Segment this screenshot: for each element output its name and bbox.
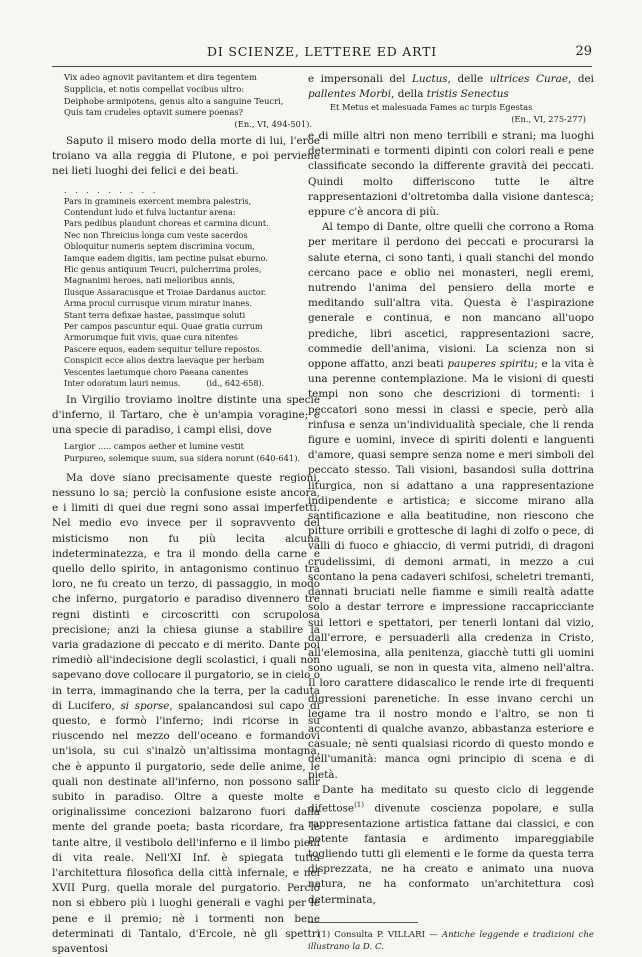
right-column	[308, 72, 595, 952]
latin-quote-3	[64, 441, 320, 465]
emphasis: tristis Senectus	[426, 88, 509, 101]
paragraph: Saputo il misero modo della morte di lui, l'eroe troiano va alla reggia di Plutone, e poi perviene nei lieti luoghi dei felici e dei beati.	[52, 134, 320, 178]
verse-line: Contendunt ludo et fulva luctantur arena:	[64, 207, 236, 217]
footnote-rule	[308, 922, 418, 923]
paragraph: Dante ha meditato su questo ciclo di leggende difettose$^{(1)}$ divenute coscienza popolare, e sulla rappresentazione artistica fattane dai classici, e con potente fantasia e ardimento impareggiabile togliendo tutti gli elementi e le forme da questa terra disprezzata, ne ha creato e animato una nuova natura, ne ha conformato un'architettura così determinata,	[308, 783, 594, 906]
emphasis: pauperes spiritu	[447, 358, 535, 371]
latin-quote-1	[64, 72, 320, 119]
emphasis: Luctus	[412, 73, 448, 85]
latin-quote-2	[64, 196, 320, 390]
journal-title: DI SCIENZE, LETTERE ED ARTI	[207, 44, 437, 59]
verse-line: Conspicit ecce alios dextra laevaque per herbam	[64, 355, 265, 366]
footnote-ref[interactable]: (1)	[354, 800, 364, 809]
verse-line: Iamque eadem digitis, iam pectine pulsat eburno.	[64, 252, 268, 263]
verse-line: Nec non Threicius longa cum veste sacerdos	[64, 229, 248, 240]
paragraph: e di mille altri non meno terribili e strani; ma luoghi determinati e tormenti dipinti con colori reali e pene classificate secondo la differente gravità dei peccati. Quindi molto differiscono tutte le altre rappresentazioni d'oltretomba dalla visione dantesca; eppure c'è ancora di più.	[308, 130, 594, 219]
verse-line: Pars pedibus plaudunt choreas et carmina dicunt.	[64, 218, 269, 229]
verse-line: Purpureo, solemque suum, sua sidera norunt (640-641).	[64, 452, 301, 463]
quote-1-citation: (En., VI, 494-501).	[234, 119, 312, 130]
header-rule	[52, 66, 592, 67]
emphasis: ultrices Curae	[489, 73, 568, 85]
verse-line: Obloquitur numeris septem discrimina vocum,	[64, 241, 255, 252]
verse-line: Vix adeo agnovit pavitantem et dira tegentem	[64, 72, 257, 82]
page-number: 29	[575, 44, 592, 59]
emphasis: pallentes Morbi	[308, 88, 392, 101]
ellipsis-dots: . . . . . . . . .	[64, 185, 159, 195]
verse-line: Supplicia, et notis compellat vocibus ultro:	[64, 83, 245, 94]
latin-quote-4	[330, 102, 594, 114]
verse-line: Inter odoratum lauri nemus. (id., 642-658).	[64, 378, 265, 389]
verse-line: Et Metus et malesuada Fames ac turpis Egestas	[330, 102, 533, 113]
verse-line: Ilusque Assaracusque et Troiae Dardanus auctor.	[64, 286, 267, 297]
verse-line: Largior ..... campos aether et lumine vestit	[64, 441, 244, 452]
verse-line: Hic genus antiquum Teucri, pulcherrima proles,	[64, 264, 262, 275]
footnote: (1) Consulta P. VILLARI — Antiche leggende e tradizioni che illustrano la D. C.	[308, 929, 594, 952]
left-column	[52, 72, 320, 955]
quote-4-citation: (En., VI, 275-277)	[511, 114, 586, 125]
verse-line: Deiphobe armipotens, genus alto a sanguine Teucri,	[64, 95, 284, 106]
verse-line: Magnanimi heroes, nati melioribus annis,	[64, 275, 235, 286]
verse-line: Pars in gramineis exercent membra palestris,	[64, 195, 252, 206]
verse-line: Pascere equos, eadem sequitur tellure repostos.	[64, 343, 263, 354]
verse-line: Stant terra defixae hastae, passimque soluti	[64, 309, 246, 320]
running-header	[52, 40, 592, 60]
verse-line: Vescentes laetumque choro Paeana canentes	[64, 366, 249, 377]
paragraph: In Virgilio troviamo inoltre distinte una specie d'inferno, il Tartaro, che è un'ampia voragine; e una specie di paradiso, i campi elisi, dove	[52, 393, 320, 436]
emphasis: si sporse	[120, 699, 170, 712]
paragraph: e impersonali del Luctus, delle ultrices Curae, dei pallentes Morbi, della tristis Senectus	[308, 73, 594, 101]
verse-line: Per campos pascuntur equi. Quae gratia currum	[64, 321, 263, 332]
verse-line: Arma procul currusque virum miratur inanes.	[64, 298, 252, 309]
paragraph: Al tempo di Dante, oltre quelli che corrono a Roma per meritare il perdono dei peccati e procurarsi la salute eterna, ci sono tanti, i quali stanchi del mondo cercano pace e oblio nei monasteri, negli eremi, nutrendo l'anima del pensiero della morte e meditando sull'altra vita. Questa è l'aspirazione generale e continua, e non mancano all'uopo prediche, libri ascetici, rappresentazioni sacre, commedie dell'anima, visioni. La scienza non si oppone affatto, anzi beati pauperes spiritu; e la vita è una perenne contemplazione. Ma le visioni di questi tempi non sono che descrizioni di tormenti: i peccatori sono messi in classi e specie, però alla rinfusa e senza un'individualità speciale, che li renda figure e uomini, invece di spiriti dolenti e languenti d'amore, quasi sempre senza nome e meri simboli del peccato stesso. Tali visioni, basandosi sulla dottrina liturgica, non si adattano a una rappresentazione indipendente e artistica; e siccome mirano alla santificazione e alla beatitudine, non riescono che pitture orribili e grottesche di laghi di zolfo o pece, di valli di fuoco e ghiaccio, di vermi putridi, di dragoni crudelissimi, di demoni armati, in mezzo a cui scontano la pena cadaveri schifosi, scheletri tremanti, dannati bruciati nelle fiamme e simili realtà adatte solo a destar terrore e impressione raccapricciante sui lettori e spettatori, per tenerli lontani dal vizio, dall'errore, e persuaderli alla credenza in Cristo, all'elemosina, alla penitenza, giacchè tutti gli uomini sono uguali, se non in questa vita, almeno nell'altra. Il loro carattere didascalico le rende irte di frequenti digressioni parenetiche. In esse invano cerchi un legame tra il nostro mondo e l'altro, se non ti accontenti di qualche avanzo, abbastanza esteriore e casuale; nè senti qualsiasi ricordo di questo mondo e dell'umanità: manca ogni principio di scena e di pietà.	[308, 221, 595, 781]
verse-line: Quis tam crudeles optavit sumere poenas?	[64, 107, 244, 118]
paragraph: Ma dove siano precisamente queste regioni, nessuno lo sa; perciò la confusione esiste ancora, e i limiti di quei due regni sono assai imperfetti. Nel medio evo invece per il sopravvento del misticismo non fu più lecita alcuna indeterminatezza, e tra il mondo della carne e quello dello spirito, in antagonismo continuo tra loro, ne fu creato un terzo, di passaggio, in modo che inferno, purgatorio e paradiso divennero tre regni distinti e circoscritti con scrupolosa precisione; anzi la chiesa giunse a stabilire la varia gradazione di peccato e di merito. Dante poi rimediò all'indecisione degli scolastici, i quali non sapevano dove collocare il purgatorio, se in cielo o in terra, immaginando che la terra, per la caduta di Lucifero, si sporse, spalancandosi sul capo di questo, e formò l'inferno; indi ricorse in su riuscendo nel mezzo dell'oceano e formandovi un'isola, su cui s'inalzò un'altissima montagna, che è appunto il purgatorio, sede delle anime, le quali non destinate all'inferno, non possono salir subito in paradiso. Oltre a queste molte e originalissime concezioni balzarono fuori dalla mente del grande poeta; basta ricordare, fra le tante altre, il vestibolo dell'inferno e il limbo pieni di vita reale. Nell'XI Inf. è spiegata tutta l'architettura filosofica della città infernale, e nel XVII Purg. quella morale del purgatorio. Perciò non si ebbero più i luoghi generali e vaghi per le pene e il premio; nè i tormenti non bene determinati di Tantalo, d'Ercole, nè gli spettri spaventosi	[52, 471, 320, 955]
verse-line: Armorumque fuit vivis, quae cura nitentes	[64, 332, 238, 343]
